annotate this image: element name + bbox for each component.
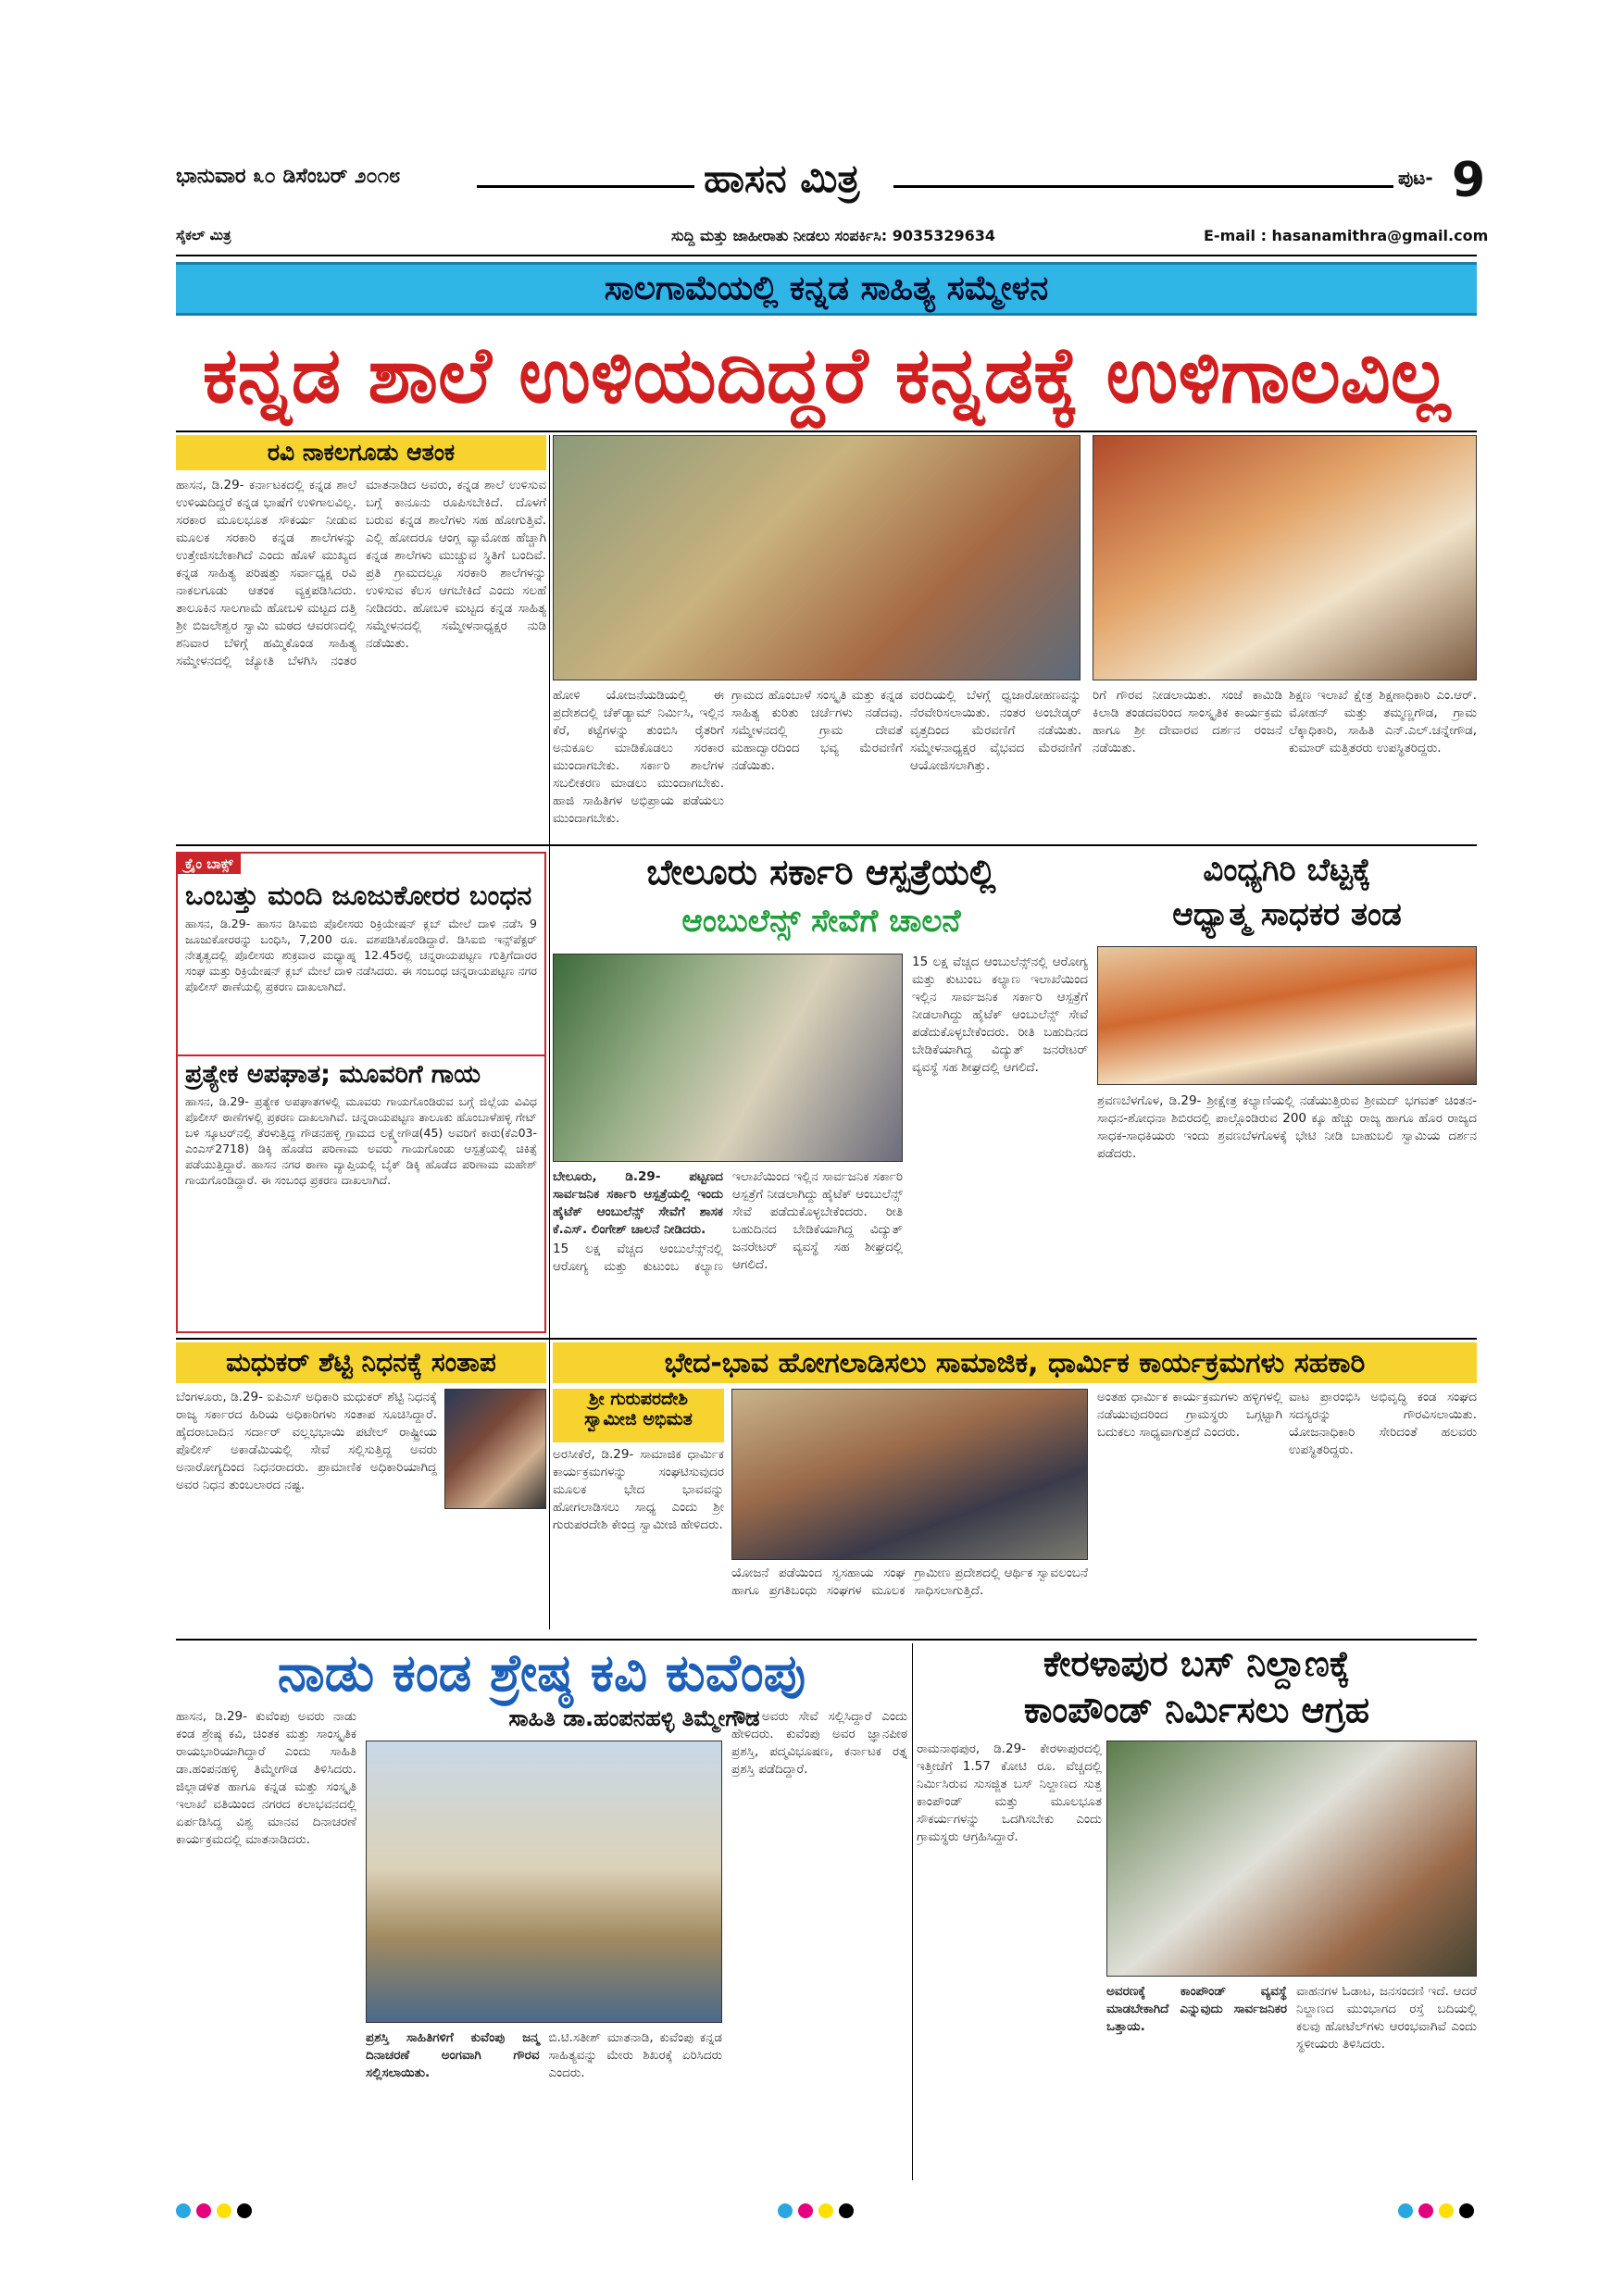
print-marks-right	[1398, 2203, 1480, 2222]
bheda-sub-1: ಶ್ರೀ ಗುರುಪರದೇಶಿ	[589, 1389, 688, 1409]
parade-photo	[1093, 435, 1477, 680]
section-rule-2	[176, 1338, 1477, 1340]
registration-dot	[1398, 2203, 1413, 2218]
kuvempu-headline: ನಾಡು ಕಂಡ ಶ್ರೇಷ್ಠ ಕವಿ ಕುವೆಂಪು	[277, 1643, 806, 1703]
story1-col-e-text: ಶಿಕ್ಷಣ ಇಲಾಖೆ ಕ್ಷೇತ್ರ ಶಿಕ್ಷಣಾಧಿಕಾರಿ ಎಂ.ಆರ್. ಮೋಹನ್ ಮತ್ತು ತಮ್ಮಣ್ಣಗೌಡ, ಗ್ರಾಮ ಲೆಕ್ಕಾಧಿಕಾರಿ, ಸಾಹಿತಿ ಎನ್.ಎಲ್.ಚನ್ನೇಗೌಡ, ಕುಮಾರ್ ಮತ್ತಿತರರು ಉಪಸ್ಥಿತರಿದ್ದರು.	[1289, 688, 1477, 755]
belur-headline: ಬೇಲೂರು ಸರ್ಕಾರಿ ಆಸ್ಪತ್ರೆಯಲ್ಲಿ	[646, 852, 996, 892]
story1-kicker-text: ರವಿ ನಾಕಲಗೂಡು ಆತಂಕ	[267, 439, 456, 466]
banner-text: ಸಾಲಗಾಮೆಯಲ್ಲಿ ಕನ್ನಡ ಸಾಹಿತ್ಯ ಸಮ್ಮೇಳನ	[604, 269, 1049, 307]
kuvempu-col-c-text: ಗಳಗಿ ಅವರು ಸೇವೆ ಸಲ್ಲಿಸಿದ್ದಾರೆ ಎಂದು ಹೇಳಿದರು. ಕುವೆಂಪು ಅವರ ಜ್ಞಾನಪೀಠ ಪ್ರಶಸ್ತಿ, ಪದ್ಮವಿಭೂಷಣ, ಕರ್ನಾಟಕ ರತ್ನ ಪ್ರಶಸ್ತಿ ಪಡೆದಿದ್ದಾರೆ.	[731, 1709, 907, 1777]
main-event-photo	[553, 435, 1081, 680]
kuvempu-col-b-text: ಬಿ.ಟಿ.ಸತೀಶ್ ಮಾತನಾಡಿ, ಕುವೆಂಪು ಕನ್ನಡ ಸಾಹಿತ್ಯವನ್ನು ಮೇರು ಶಿಖರಕ್ಕೆ ಏರಿಸಿದರು ಎಂದರು.	[548, 2030, 722, 2080]
keralapura-col-a	[917, 1741, 1102, 2180]
bheda-col-a	[553, 1446, 724, 1634]
bheda-headline-box	[553, 1342, 1477, 1383]
registration-dot	[217, 2203, 231, 2218]
bheda-col-b	[731, 1565, 1088, 1634]
keralapura-col-a-text: ರಾಮನಾಥಪುರ, ಡಿ.29- ಕೇರಳಾಪುರದಲ್ಲಿ ಇತ್ತೀಚೆಗೆ 1.57 ಕೋಟಿ ರೂ. ವೆಚ್ಚದಲ್ಲಿ ನಿರ್ಮಿಸಿರುವ ಸುಸಜ್ಜಿತ ಬಸ್ ನಿಲ್ದಾಣದ ಸುತ್ತ ಕಾಂಪೌಂಡ್ ಮತ್ತು ಮೂಲಭೂತ ಸೌಕರ್ಯಗಳನ್ನು ಒದಗಿಸಬೇಕು ಎಂದು ಗ್ರಾಮಸ್ಥರು ಆಗ್ರಹಿಸಿದ್ದಾರೆ.	[917, 1741, 1102, 1844]
column-rule-2	[912, 1643, 913, 2180]
story1-col-e	[1289, 687, 1477, 842]
kuvempu-subhead: ಸಾಹಿತಿ ಡಾ.ಹಂಪನಹಳ್ಳಿ ತಿಮ್ಮೇಗೌಡ	[508, 1705, 760, 1731]
contact-line: ಸುದ್ದಿ ಮತ್ತು ಜಾಹೀರಾತು ನೀಡಲು ಸಂಪರ್ಕಿಸಿ: 9035329634	[671, 227, 996, 244]
story1-col-a	[553, 687, 724, 842]
section-rule-3	[176, 1639, 1477, 1641]
crime-headline-1: ಒಂಬತ್ತು ಮಂದಿ ಜೂಜುಕೋರರ ಬಂಧನ	[185, 880, 532, 911]
kuvempu-event-photo	[366, 1741, 722, 2023]
story1-body	[176, 477, 546, 842]
story1-col-b-text: ಗ್ರಾಮದ ಹೊಂಬಾಳೆ ಸಂಸ್ಕೃತಿ ಮತ್ತು ಕನ್ನಡ ಸಾಹಿತ್ಯ ಕುರಿತು ಚರ್ಚೆಗಳು ನಡೆದವು. ಸಮ್ಮೇಳನದಲ್ಲಿ ಗ್ರಾಮ ದೇವತೆ ಮಹಾದ್ವಾರದಿಂದ ಭವ್ಯ ಮೆರವಣಿಗೆ ನಡೆಯಿತು.	[731, 688, 903, 773]
keralapura-caption: ಅವರಣಕ್ಕೆ ಕಾಂಪೌಂಡ್ ವ್ಯವಸ್ಥೆ ಮಾಡಬೇಕಾಗಿದೆ ಎನ್ನುವುದು ಸಾರ್ವಜನಿಕರ ಒತ್ತಾಯ.	[1106, 1984, 1287, 2034]
keralapura-col-b-text: ವಾಹನಗಳ ಓಡಾಟ, ಜನಸಂದಣಿ ಇದೆ. ಆದರೆ ನಿಲ್ದಾಣದ ಮುಂಭಾಗದ ರಸ್ತೆ ಬದಿಯಲ್ಲಿ ಕಲವು ಹೋಟೆಲ್‌ಗಳು ಆರಂಭವಾಗಿವೆ ಎಂದು ಸ್ಥಳೀಯರು ತಿಳಿಸಿದರು.	[1296, 1984, 1477, 2052]
kuvempu-col-a-text: ಹಾಸನ, ಡಿ.29- ಕುವೆಂಪು ಅವರು ನಾಡು ಕಂಡ ಶ್ರೇಷ್ಠ ಕವಿ, ಚಿಂತಕ ಮತ್ತು ಸಾಂಸ್ಕೃತಿಕ ರಾಯಭಾರಿಯಾಗಿದ್ದಾರೆ ಎಂದು ಸಾಹಿತಿ ಡಾ.ಹಂಪನಹಳ್ಳಿ ತಿಮ್ಮೇಗೌಡ ತಿಳಿಸಿದರು. ಜಿಲ್ಲಾಡಳಿತ ಹಾಗೂ ಕನ್ನಡ ಮತ್ತು ಸಂಸ್ಕೃತಿ ಇಲಾಖೆ ವತಿಯಿಂದ ನಗರದ ಕಲಾಭವನದಲ್ಲಿ ಏರ್ಪಡಿಸಿದ್ದ ವಿಶ್ವ ಮಾನವ ದಿನಾಚರಣೆ ಕಾರ್ಯಕ್ರಮದಲ್ಲಿ ಮಾತನಾಡಿದರು.	[176, 1709, 356, 1847]
registration-dot	[818, 2203, 833, 2218]
madhukar-headline-box	[176, 1342, 546, 1383]
keralapura-headline-2: ಕಾಂಪೌಂಡ್ ನಿರ್ಮಿಸಲು ಆಗ್ರಹ	[1023, 1690, 1370, 1730]
keralapura-headline-1: ಕೇರಳಾಪುರ ಬಸ್ ನಿಲ್ದಾಣಕ್ಕೆ	[1043, 1643, 1351, 1684]
masthead-bottom-rule	[176, 255, 1477, 256]
print-marks-left	[176, 2203, 257, 2222]
belur-subhead: ಆಂಬುಲೆನ್ಸ್ ಸೇವೆಗೆ ಚಾಲನೆ	[681, 903, 961, 940]
registration-dot	[1459, 2203, 1474, 2218]
belur-body	[553, 1168, 903, 1333]
story1-col-d	[1093, 687, 1282, 842]
masthead-rule-left	[477, 185, 694, 188]
crime-box	[176, 852, 546, 1333]
registration-dot	[176, 2203, 191, 2218]
belur-side-text: 15 ಲಕ್ಷ ವೆಚ್ಚದ ಆಂಬುಲೆನ್ಸ್‌ನಲ್ಲಿ ಆರೋಗ್ಯ ಮತ್ತು ಕುಟುಂಬ ಕಲ್ಯಾಣ ಇಲಾಖೆಯಿಂದ ಇಲ್ಲಿನ ಸಾರ್ವಜನಿಕ ಸರ್ಕಾರಿ ಆಸ್ಪತ್ರೆಗೆ ನೀಡಲಾಗಿದ್ದು ಹೈಟೆಕ್ ಆಂಬುಲೆನ್ಸ್ ಸೇವೆ ಪಡೆದುಕೊಳ್ಳಬೇಕೆಂದರು. ರೀತಿ ಬಹುದಿನದ ಬೇಡಿಕೆಯಾಗಿದ್ದ ವಿದ್ಯುತ್ ಜನರೇಟರ್ ವ್ಯವಸ್ಥೆ ಸಹ ಶೀಘ್ರದಲ್ಲಿ ಆಗಲಿದೆ.	[912, 955, 1088, 1075]
bheda-col-c	[1097, 1389, 1282, 1634]
left-mark: ಸೈಕಲ್ ಮಿತ್ರ	[176, 227, 231, 243]
ambulance-photo	[553, 954, 903, 1162]
story1-body-text: ಹಾಸನ, ಡಿ.29- ಕರ್ನಾಟಕದಲ್ಲಿ ಕನ್ನಡ ಶಾಲೆ ಉಳಿಯದಿದ್ದರೆ ಕನ್ನಡ ಭಾಷೆಗೆ ಉಳಿಗಾಲವಿಲ್ಲ. ಸರಕಾರ ಮೂಲಭೂತ ಸೌಕರ್ಯ ನೀಡುವ ಮೂಲಕ ಸರಕಾರಿ ಕನ್ನಡ ಶಾಲೆಗಳನ್ನು ಉತ್ತೇಜಿಸಬೇಕಾಗಿದೆ ಎಂದು ಹೊಳೆ ಮುಖ್ಯದ ಕನ್ನಡ ಸಾಹಿತ್ಯ ಪರಿಷತ್ತು ಸರ್ವಾಧ್ಯಕ್ಷ ರವಿ ನಾಕಲಗೂಡು ಆತಂಕ ವ್ಯಕ್ತಪಡಿಸಿದರು. ತಾಲೂಕಿನ ಸಾಲಗಾಮೆ ಹೋಬಳಿ ಮಟ್ಟದ ದತ್ತಿ ಶ್ರೀ ಬಿಜಲೇಶ್ವರ ಸ್ವಾಮಿ ಮಠದ ಆವರಣದಲ್ಲಿ ಶನಿವಾರ ಬೆಳಿಗ್ಗೆ ಹಮ್ಮಿಕೊಂಡ ಸಾಹಿತ್ಯ ಸಮ್ಮೇಳನದಲ್ಲಿ ಜ್ಯೋತಿ ಬೆಳಗಿಸಿ ನಂತರ ಮಾತನಾಡಿದ ಅವರು, ಕನ್ನಡ ಶಾಲೆ ಉಳಿಸುವ ಬಗ್ಗೆ ಕಾನೂನು ರೂಪಿಸಬೇಕಿದೆ. ದೊಳಗೆ ಬರುವ ಕನ್ನಡ ಶಾಲೆಗಳು ಸಹ ಹೋಗುತ್ತಿವೆ. ಎಲ್ಲಿ ಹೋದರೂ ಆಂಗ್ಲ ವ್ಯಾಮೋಹ ಹೆಚ್ಚಾಗಿ ಕನ್ನಡ ಶಾಲೆಗಳು ಮುಚ್ಚುವ ಸ್ಥಿತಿಗೆ ಬಂದಿವೆ. ಪ್ರತಿ ಗ್ರಾಮದಲ್ಲೂ ಸರಕಾರಿ ಶಾಲೆಗಳನ್ನು ಉಳಿಸುವ ಕೆಲಸ ಆಗಬೇಕಿದೆ ಎಂದು ಸಲಹೆ ನೀಡಿದರು. ಹೋಬಳಿ ಮಟ್ಟದ ಕನ್ನಡ ಸಾಹಿತ್ಯ ಸಮ್ಮೇಳನದಲ್ಲಿ ಸಮ್ಮೇಳನಾಧ್ಯಕ್ಷರ ನುಡಿ ನಡೆಯಿತು.	[176, 478, 546, 668]
kuvempu-col-a	[176, 1708, 356, 2180]
story1-col-c-text: ವರದಿಯಲ್ಲಿ ಬೆಳಗ್ಗೆ ಧ್ವಜಾರೋಹಣವನ್ನು ನೆರವೇರಿಸಲಾಯಿತು. ನಂತರ ಅಂಬೇಡ್ಕರ್ ವೃತ್ತದಿಂದ ಮೆರವಣಿಗೆ ನಡೆಯಿತು. ಸಮ್ಮೇಳನಾಧ್ಯಕ್ಷರ ವೈಭವದ ಮೆರವಣಿಗೆ ಆಯೋಜಿಸಲಾಗಿತ್ತು.	[910, 688, 1081, 773]
madhukar-body-text: ಬೆಂಗಳೂರು, ಡಿ.29- ಐಪಿಎಸ್ ಅಧಿಕಾರಿ ಮಧುಕರ್ ಶೆಟ್ಟಿ ನಿಧನಕ್ಕೆ ರಾಜ್ಯ ಸರ್ಕಾರದ ಹಿರಿಯ ಅಧಿಕಾರಿಗಳು ಸಂತಾಪ ಸೂಚಿಸಿದ್ದಾರೆ. ಹೈದರಾಬಾದಿನ ಸರ್ದಾರ್ ವಲ್ಲಭಭಾಯಿ ಪಟೇಲ್ ರಾಷ್ಟ್ರೀಯ ಪೊಲೀಸ್ ಅಕಾಡೆಮಿಯಲ್ಲಿ ಸೇವೆ ಸಲ್ಲಿಸುತ್ತಿದ್ದ ಅವರು ಅನಾರೋಗ್ಯದಿಂದ ನಿಧನರಾದರು. ಪ್ರಾಮಾಣಿಕ ಅಧಿಕಾರಿಯಾಗಿದ್ದ ಅವರ ನಿಧನ ತುಂಬಲಾರದ ನಷ್ಟ.	[176, 1390, 437, 1492]
event-banner	[176, 262, 1477, 316]
bheda-col-d-text: ವಾಟ ಪ್ರಾರಂಭಿಸಿ ಅಭಿವೃದ್ಧಿ ಕಂಡ ಸಂಘದ ಸದಸ್ಯರನ್ನು ಗೌರವಿಸಲಾಯಿತು. ಯೋಜನಾಧಿಕಾರಿ ಸೇರಿದಂತೆ ಹಲವರು ಉಪಸ್ಥಿತರಿದ್ದರು.	[1289, 1390, 1477, 1457]
column-rule-1	[549, 435, 550, 1629]
belur-caption: ಬೇಲೂರು, ಡಿ.29- ಪಟ್ಟಣದ ಸಾರ್ವಜನಿಕ ಸರ್ಕಾರಿ ಆಸ್ಪತ್ರೆಯಲ್ಲಿ ಇಂದು ಹೈಟೆಕ್ ಆಂಬುಲೆನ್ಸ್ ಸೇವೆಗೆ ಶಾಸಕ ಕೆ.ಎಸ್. ಲಿಂಗೇಶ್ ಚಾಲನೆ ನೀಡಿದರು.	[553, 1169, 723, 1237]
kuvempu-col-c	[731, 1708, 907, 2180]
crime-body-2	[178, 1093, 544, 1334]
keralapura-col-b	[1106, 1983, 1477, 2180]
belur-body-text: 15 ಲಕ್ಷ ವೆಚ್ಚದ ಆಂಬುಲೆನ್ಸ್‌ನಲ್ಲಿ ಆರೋಗ್ಯ ಮತ್ತು ಕುಟುಂಬ ಕಲ್ಯಾಣ ಇಲಾಖೆಯಿಂದ ಇಲ್ಲಿನ ಸಾರ್ವಜನಿಕ ಸರ್ಕಾರಿ ಆಸ್ಪತ್ರೆಗೆ ನೀಡಲಾಗಿದ್ದು ಹೈಟೆಕ್ ಆಂಬುಲೆನ್ಸ್ ಸೇವೆ ಪಡೆದುಕೊಳ್ಳಬೇಕೆಂದರು. ರೀತಿ ಬಹುದಿನದ ಬೇಡಿಕೆಯಾಗಿದ್ದ ವಿದ್ಯುತ್ ಜನರೇಟರ್ ವ್ಯವಸ್ಥೆ ಸಹ ಶೀಘ್ರದಲ್ಲಿ ಆಗಲಿದೆ.	[553, 1169, 903, 1274]
section-rule-1	[176, 844, 1477, 846]
bheda-col-d	[1289, 1389, 1477, 1634]
madhukar-portrait	[444, 1389, 546, 1509]
vindhyagiri-headline-1: ವಿಂಧ್ಯಗಿರಿ ಬೆಟ್ಟಕ್ಕೆ	[1203, 852, 1371, 889]
crime-body-2-text: ಹಾಸನ, ಡಿ.29- ಪ್ರತ್ಯೇಕ ಅಪಘಾತಗಳಲ್ಲಿ ಮೂವರು ಗಾಯಗೊಂಡಿರುವ ಬಗ್ಗೆ ಜಿಲ್ಲೆಯ ವಿವಿಧ ಪೊಲೀಸ್ ಠಾಣೆಗಳಲ್ಲಿ ಪ್ರಕರಣ ದಾಖಲಾಗಿವೆ. ಚನ್ನರಾಯಪಟ್ಟಣ ತಾಲೂಕು ಹೊಂಬಾಳೆಹಳ್ಳಿ ಗೇಟ್ ಬಳಿ ಸ್ಕೂಟರ್‌ನಲ್ಲಿ ತೆರಳುತ್ತಿದ್ದ ಗೌಡನಹಳ್ಳಿ ಗ್ರಾಮದ ಲಕ್ಷ್ಮೇಗೌಡ(45) ಅವರಿಗೆ ಕಾರು(ಕೆಎ03-ಎಂಎಸ್2718) ಡಿಕ್ಕಿ ಹೊಡೆದ ಪರಿಣಾಮ ಅವರು ಗಾಯಗೊಂಡು ಆಸ್ಪತ್ರೆಯಲ್ಲಿ ಚಿಕಿತ್ಸೆ ಪಡೆಯುತ್ತಿದ್ದಾರೆ. ಹಾಸನ ನಗರ ಠಾಣಾ ವ್ಯಾಪ್ತಿಯಲ್ಲಿ ಬೈಕ್ ಡಿಕ್ಕಿ ಹೊಡೆದ ಪರಿಣಾಮ ಮಹೇಶ್ ಗಾಯಗೊಂಡಿದ್ದಾರೆ. ಈ ಸಂಬಂಧ ಪ್ರಕರಣ ದಾಖಲಾಗಿದೆ.	[185, 1094, 537, 1187]
vindhyagiri-headline-2: ಆಧ್ಯಾತ್ಮ ಸಾಧಕರ ತಂಡ	[1172, 896, 1402, 933]
issue-date	[176, 165, 400, 188]
crime-body-1-text: ಹಾಸನ, ಡಿ.29- ಹಾಸನ ಡಿಸಿಐಬಿ ಪೊಲೀಸರು ರಿಕ್ರಿಯೇಷನ್ ಕ್ಲಬ್ ಮೇಲೆ ದಾಳಿ ನಡೆಸಿ 9 ಜೂಜುಕೋರರನ್ನು ಬಂಧಿಸಿ, 7,200 ರೂ. ವಶಪಡಿಸಿಕೊಂಡಿದ್ದಾರೆ. ಡಿಸಿಐಬಿ ಇನ್ಸ್‌ಪೆಕ್ಟರ್ ನೇತೃತ್ವದಲ್ಲಿ ಪೊಲೀಸರು ಶುಕ್ರವಾರ ಮಧ್ಯಾಹ್ನ 12.45ರಲ್ಲಿ ಚನ್ನರಾಯಪಟ್ಟಣ ಗುತ್ತಿಗೆದಾರರ ಸಂಘ ಮತ್ತು ರಿಕ್ರಿಯೇಷನ್ ಕ್ಲಬ್ ಮೇಲೆ ದಾಳಿ ನಡೆಸಿದರು. ಈ ಸಂಬಂಧ ಚನ್ನರಾಯಪಟ್ಟಣ ನಗರ ಪೊಲೀಸ್ ಠಾಣೆಯಲ್ಲಿ ಪ್ರಕರಣ ದಾಖಲಾಗಿದೆ.	[185, 917, 537, 993]
crime-headline-2: ಪ್ರತ್ಯೇಕ ಅಪಘಾತ; ಮೂವರಿಗೆ ಗಾಯ	[178, 1054, 544, 1093]
registration-dot	[1418, 2203, 1433, 2218]
swamiji-photo	[731, 1389, 1088, 1560]
email-line: E-mail : hasanamithra@gmail.com	[1204, 227, 1489, 244]
registration-dot	[196, 2203, 211, 2218]
vindhyagiri-body-text: ಶ್ರವಣಬೆಳಗೊಳ, ಡಿ.29- ಶ್ರೀಕ್ಷೇತ್ರ ಕಲ್ಯಾಣಿಯಲ್ಲಿ ನಡೆಯುತ್ತಿರುವ ಶ್ರೀಮದ್ ಭಗವತ್ ಚಿಂತನ-ಸಾಧನ-ಶೋಧನಾ ಶಿಬಿರದಲ್ಲಿ ಪಾಲ್ಗೊಂಡಿರುವ 200 ಕ್ಕೂ ಹೆಚ್ಚು ರಾಜ್ಯ ಹಾಗೂ ಹೊರ ರಾಜ್ಯದ ಸಾಧಕ-ಸಾಧಕಿಯರು ಇಂದು ಶ್ರವಣಬೆಳಗೊಳಕ್ಕೆ ಭೇಟಿ ನೀಡಿ ಬಾಹುಬಲಿ ಸ್ವಾಮಿಯ ದರ್ಶನ ಪಡೆದರು.	[1097, 1093, 1477, 1161]
bheda-sub-box	[553, 1389, 724, 1442]
masthead-rule-right	[893, 185, 1393, 188]
story1-col-d-text: ರಿಗೆ ಗೌರವ ನೀಡಲಾಯಿತು. ಸಂಜೆ ಕಾಮಿಡಿ ಕಿಲಾಡಿ ತಂಡದವರಿಂದ ಸಾಂಸ್ಕೃತಿಕ ಕಾರ್ಯಕ್ರಮ ಹಾಗೂ ಶ್ರೀ ದೇವಾರವ ದರ್ಶನ ರಂಜನೆ ನಡೆಯಿತು.	[1093, 688, 1282, 755]
registration-dot	[778, 2203, 793, 2218]
date-text: ಭಾನುವಾರ ೩೦ ಡಿಸೆಂಬರ್ ೨೦೧೮	[176, 165, 401, 188]
bheda-sub-2: ಸ್ವಾಮೀಜಿ ಅಭಿಮತ	[584, 1409, 693, 1429]
headline-rule	[176, 430, 1477, 432]
bheda-headline: ಭೇದ-ಭಾವ ಹೋಗಲಾಡಿಸಲು ಸಾಮಾಜಿಕ, ಧಾರ್ಮಿಕ ಕಾರ್ಯಕ್ರಮಗಳು ಸಹಕಾರಿ	[664, 1346, 1366, 1379]
madhukar-body	[176, 1389, 546, 1634]
story1-col-c	[910, 687, 1081, 842]
story1-col-b	[731, 687, 903, 842]
print-marks-center	[778, 2203, 859, 2222]
vindhyagiri-body	[1097, 1092, 1477, 1333]
bheda-col-c-text: ಅಂತಹ ಧಾರ್ಮಿಕ ಕಾರ್ಯಕ್ರಮಗಳು ಹಳ್ಳಿಗಳಲ್ಲಿ ನಡೆಯುವುದರಿಂದ ಗ್ರಾಮಸ್ಥರು ಒಗ್ಗಟ್ಟಾಗಿ ಬದುಕಲು ಸಾಧ್ಯವಾಗುತ್ತದೆ ಎಂದರು.	[1097, 1390, 1282, 1440]
sadhaka-group-photo	[1097, 946, 1477, 1085]
story1-kicker	[176, 435, 546, 470]
registration-dot	[237, 2203, 252, 2218]
kuvempu-col-b	[366, 2029, 722, 2180]
bus-stand-photo	[1106, 1741, 1477, 1977]
crime-body-1	[178, 916, 544, 1054]
story1-col-a-text: ಹೋಳಿ ಯೋಜನೆಯಡಿಯಲ್ಲಿ ಈ ಪ್ರದೇಶದಲ್ಲಿ ಚೆಕ್‌ಡ್ಯಾಮ್ ನಿರ್ಮಿಸಿ, ಇಲ್ಲಿನ ಕೆರೆ, ಕಟ್ಟೆಗಳನ್ನು ತುಂಬಿಸಿ ರೈತರಿಗೆ ಅನುಕೂಲ ಮಾಡಿಕೊಡಲು ಸರಕಾರ ಮುಂದಾಗಬೇಕು. ಸರ್ಕಾರಿ ಶಾಲೆಗಳ ಸಬಲೀಕರಣ ಮಾಡಲು ಮುಂದಾಗಬೇಕು. ಹಾಜಿ ಸಾಹಿತಿಗಳ ಅಭಿಪ್ರಾಯ ಪಡೆಯಲು ಮುಂದಾಗಬೇಕು.	[553, 688, 724, 826]
registration-dot	[1439, 2203, 1454, 2218]
bheda-col-a-text: ಅರಸೀಕೆರೆ, ಡಿ.29- ಸಾಮಾಜಿಕ ಧಾರ್ಮಿಕ ಕಾರ್ಯಕ್ರಮಗಳನ್ನು ಸಂಘಟಿಸುವುದರ ಮೂಲಕ ಭೇದ ಭಾವವನ್ನು ಹೋಗಲಾಡಿಸಲು ಸಾಧ್ಯ ಎಂದು ಶ್ರೀ ಗುರುಪರದೇಶಿ ಕೇಂದ್ರ ಸ್ವಾಮೀಜಿ ಹೇಳಿದರು.	[553, 1447, 724, 1532]
page-number: 9	[1452, 153, 1486, 208]
madhukar-headline: ಮಧುಕರ್ ಶೆಟ್ಟಿ ನಿಧನಕ್ಕೆ ಸಂತಾಪ	[226, 1347, 496, 1378]
registration-dot	[798, 2203, 813, 2218]
kuvempu-caption: ಪ್ರಶಸ್ತಿ ಸಾಹಿತಿಗಳಿಗೆ ಕುವೆಂಪು ಜನ್ಮ ದಿನಾಚರಣೆ ಅಂಗವಾಗಿ ಗೌರವ ಸಲ್ಲಿಸಲಾಯಿತು.	[366, 2030, 540, 2080]
crime-box-tag: ಕ್ರೈಂ ಬಾಕ್ಸ್	[178, 854, 241, 874]
page-label: ಪುಟ-	[1398, 167, 1433, 189]
bheda-col-b-text: ಯೋಜನೆ ಪಡೆಯಿಂದ ಸ್ವಸಹಾಯ ಸಂಘ ಹಾಗೂ ಪ್ರಗತಿಬಂಧು ಸಂಘಗಳ ಮೂಲಕ ಗ್ರಾಮೀಣ ಪ್ರದೇಶದಲ್ಲಿ ಆರ್ಥಿಕ ಸ್ವಾವಲಂಬನೆ ಸಾಧಿಸಲಾಗುತ್ತಿದೆ.	[731, 1566, 1088, 1598]
belur-side-col	[912, 954, 1088, 1333]
main-headline: ಕನ್ನಡ ಶಾಲೆ ಉಳಿಯದಿದ್ದರೆ ಕನ್ನಡಕ್ಕೆ ಉಳಿಗಾಲವಿಲ್ಲ	[202, 330, 1451, 420]
registration-dot	[839, 2203, 854, 2218]
masthead-title: ಹಾಸನ ಮಿತ್ರ	[704, 156, 860, 201]
